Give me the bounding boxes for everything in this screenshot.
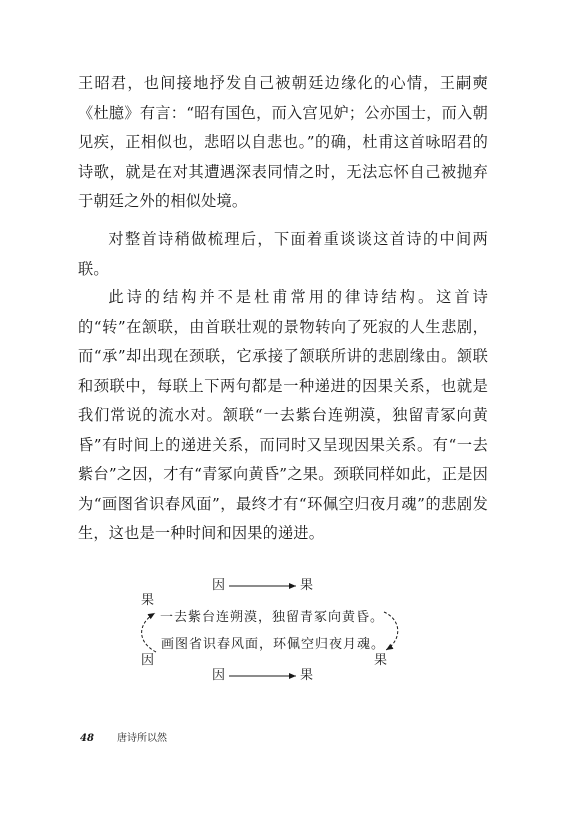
right-curved-arrow <box>384 612 398 650</box>
right-bottom-effect-label: 果 <box>374 653 388 668</box>
paragraph-2: 对整首诗稍做梳理后，下面着重谈谈这首诗的中间两联。 <box>78 230 488 278</box>
left-bottom-cause-label: 因 <box>141 653 155 668</box>
book-title: 唐诗所以然 <box>117 733 167 744</box>
left-top-effect-label: 果 <box>141 593 155 608</box>
top-cause-label: 因 <box>212 578 226 593</box>
left-curved-arrow <box>142 613 156 652</box>
paragraph-3: 此诗的结构并不是杜甫常用的律诗结构。这首诗的“转”在颔联，由首联壮观的景物转向了死寂的人生悲剧，而“承”却出现在颈联，它承接了颔联所讲的悲剧缘由。颔联和颈联中，每联上下两句都是一种递进的因果关系，也就是我们常说的流水对。颔联“一去紫台连朔漠，独留青冢向黄昏”有时间上的递进关系，而同时又呈现因果关系。有“一去紫台”之因，才有“青冢向黄昏”之果。颈联同样如此，正是因为“画图省识春风面”，最终才有“环佩空归夜月魂”的悲剧发生，这也是一种时间和因果的递进。 <box>78 288 488 542</box>
top-effect-label: 果 <box>300 578 314 593</box>
page-number: 48 <box>80 733 94 744</box>
bottom-effect-label: 果 <box>300 668 314 683</box>
couplet-line-2: 画图省识春风面，环佩空归夜月魂。 <box>161 637 386 652</box>
bottom-cause-label: 因 <box>212 668 226 683</box>
paragraph-1: 王昭君，也间接地抒发自己被朝廷边缘化的心情，王嗣奭《杜臆》有言：“昭有国色，而入宫见妒；公亦国士，而入朝见疾，正相似也，悲昭以自悲也。”的确，杜甫这首咏昭君的诗歌，就是在对其遭遇深表同情之时，无法忘怀自己被抛弃于朝廷之外的相似处境。 <box>78 74 488 210</box>
diagram-arrows <box>0 560 567 700</box>
couplet-line-1: 一去紫台连朔漠，独留青冢向黄昏。 <box>160 610 385 625</box>
